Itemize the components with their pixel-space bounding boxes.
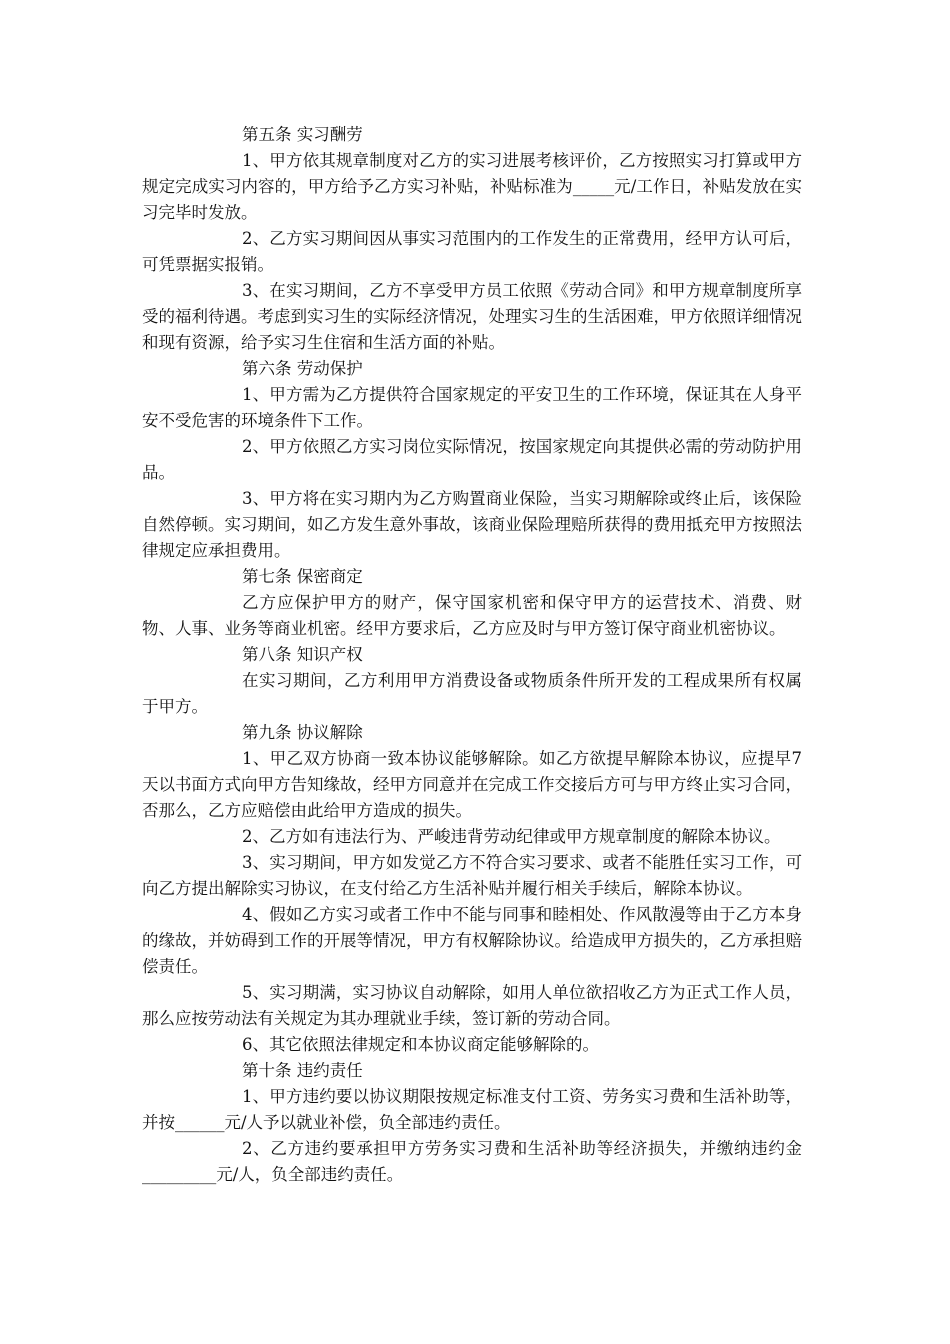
section-heading: 第十条 违约责任 [242,1061,363,1080]
paragraph: 3、在实习期间，乙方不享受甲方员工依照《劳动合同》和甲方规章制度所享受的福利待遇。考虑到实习生的实际经济情况，处理实习生的生活困难，甲方依照详细情况和现有资源，给予实习生住宿和生活方面的补贴。 [142,281,802,352]
section-heading: 第七条 保密商定 [242,567,363,586]
paragraph: 1、甲方依其规章制度对乙方的实习进展考核评价，乙方按照实习打算或甲方规定完成实习内容的，甲方给予乙方实习补贴，补贴标准为_____元/工作日，补贴发放在实习完毕时发放。 [142,151,802,222]
paragraph: 6、其它依照法律规定和本协议商定能够解除的。 [242,1035,599,1054]
paragraph: 3、实习期间，甲方如发觉乙方不符合实习要求、或者不能胜任实习工作，可向乙方提出解除实习协议，在支付给乙方生活补贴并履行相关手续后，解除本协议。 [142,853,802,898]
paragraph: 在实习期间，乙方利用甲方消费设备或物质条件所开发的工程成果所有权属于甲方。 [142,671,802,716]
paragraph: 3、甲方将在实习期内为乙方购置商业保险，当实习期解除或终止后，该保险自然停顿。实习期间，如乙方发生意外事故，该商业保险理赔所获得的费用抵充甲方按照法律规定应承担费用。 [142,489,802,560]
paragraph: 1、甲方需为乙方提供符合国家规定的平安卫生的工作环境，保证其在人身平安不受危害的环境条件下工作。 [142,385,802,430]
paragraph: 2、乙方如有违法行为、严峻违背劳动纪律或甲方规章制度的解除本协议。 [242,827,781,846]
document-body [142,122,802,1188]
section-heading: 第五条 实习酬劳 [242,125,363,144]
section-heading: 第八条 知识产权 [242,645,363,664]
paragraph: 乙方应保护甲方的财产，保守国家机密和保守甲方的运营技术、消费、财物、人事、业务等商业机密。经甲方要求后，乙方应及时与甲方签订保守商业机密协议。 [142,593,802,638]
paragraph: 1、甲乙双方协商一致本协议能够解除。如乙方欲提早解除本协议，应提早7天以书面方式向甲方告知缘故，经甲方同意并在完成工作交接后方可与甲方终止实习合同，否那么，乙方应赔偿由此给甲方造成的损失。 [142,749,802,820]
paragraph: 1、甲方违约要以协议期限按规定标准支付工资、劳务实习费和生活补助等，并按______元/人予以就业补偿，负全部违约责任。 [142,1087,802,1132]
paragraph: 2、乙方违约要承担甲方劳务实习费和生活补助等经济损失，并缴纳违约金_________元/人，负全部违约责任。 [142,1139,802,1184]
paragraph: 4、假如乙方实习或者工作中不能与同事和睦相处、作风散漫等由于乙方本身的缘故，并妨碍到工作的开展等情况，甲方有权解除协议。给造成甲方损失的，乙方承担赔偿责任。 [142,905,802,976]
section-heading: 第六条 劳动保护 [242,359,363,378]
paragraph: 2、乙方实习期间因从事实习范围内的工作发生的正常费用，经甲方认可后，可凭票据实报销。 [142,229,802,274]
paragraph: 2、甲方依照乙方实习岗位实际情况，按国家规定向其提供必需的劳动防护用品。 [142,437,802,482]
paragraph: 5、实习期满，实习协议自动解除，如用人单位欲招收乙方为正式工作人员，那么应按劳动法有关规定为其办理就业手续，签订新的劳动合同。 [142,983,802,1028]
section-heading: 第九条 协议解除 [242,723,363,742]
